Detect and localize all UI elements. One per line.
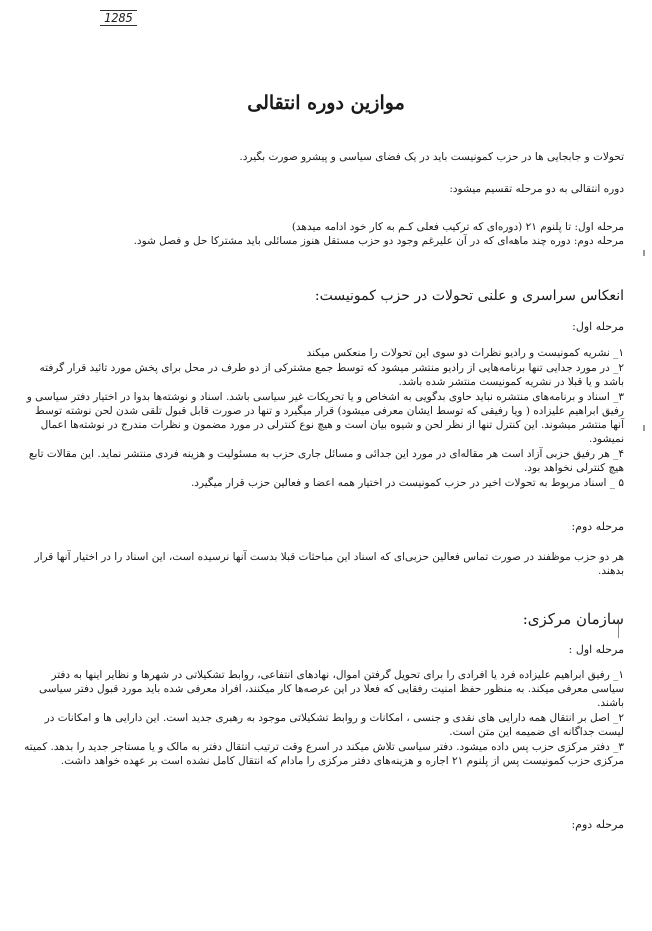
phases-intro-text: دوره انتقالی به دو مرحله تقسیم میشود: <box>449 183 624 195</box>
phases-intro <box>24 182 624 196</box>
list-item: ۵ _ اسناد مربوط به تحولات اخیر در حزب کمونیست در اختیار همه اعضا و فعالین حزب قرار میگیرد. <box>190 477 624 489</box>
edge-mark <box>643 250 645 256</box>
section-heading-broadcast: انعکاس سراسری و علنی تحولات در حزب کمونیست: <box>314 288 624 304</box>
page-number: 1285 <box>100 10 137 26</box>
list-item: ۳_ دفتر مرکزی حزب پس داده میشود. دفتر سیاسی تلاش میکند در اسرع وقت ترتیب انتقال دفتر به مالک و یا مستاجر جدید را بدهد. کمیته مرکزی حزب کمونیست پس از پلنوم ۲۱ اجاره و هزینه‌های دفتر مرکزی را مادام که انتقال کامل نشده است بر عهده خواهد داشت. <box>24 741 624 767</box>
edge-mark <box>643 425 645 431</box>
section1-stage2-text <box>24 550 624 578</box>
document-title: موازین دوره انتقالی <box>247 92 405 114</box>
margin-mark <box>618 622 621 638</box>
list-item: ۴_ هر رفیق حزبی آزاد است هر مقاله‌ای در مورد این جدائی و مسائل جاری حزب به مسئولیت و هزینه فردی منتشر نماید. این مقالات تابع هیچ کنترلی نخواهد بود. <box>28 448 624 474</box>
list-item: ۱_ رفیق ابراهیم علیزاده فرد یا افرادی را برای تحویل گرفتن اموال، نهادهای انتفاعی، روابط تشکیلاتی در شهرها و نظایر اینها به دفتر سیاسی معرفی میکند. به منظور حفظ امنیت رفقایی که فعلا در این عرصه‌ها کار میکنند، افراد معرفی شده باید مورد قبول دفتر سیاسی باشند. <box>38 669 624 709</box>
phase-two-text: مرحله دوم: دوره چند ماهه‌ای که در آن علیرغم وجود دو حزب مستقل هنوز مسائلی باید مشترکا حل و فصل شود. <box>133 235 624 247</box>
section2-items <box>24 668 624 769</box>
stage2-paragraph: هر دو حزب موظفند در صورت تماس فعالین حزبی‌ای که اسناد این مباحثات قبلا بدست آنها نرسیده است، این اسناد را در اختیار آنها قرار بدهند. <box>34 551 624 577</box>
intro-paragraph <box>24 150 624 164</box>
section1-stage1-label: مرحله اول: <box>572 320 624 333</box>
section1-stage2-label: مرحله دوم: <box>571 520 624 533</box>
section2-stage2-label: مرحله دوم: <box>571 818 624 831</box>
intro-text: تحولات و جابجایی ها در حزب کمونیست باید در یک فضای سیاسی و پیشرو صورت بگیرد. <box>239 151 624 163</box>
section2-stage1-label: مرحله اول : <box>568 643 624 656</box>
section1-items <box>24 346 624 491</box>
phases-list <box>24 220 624 248</box>
list-item: ۲_ در مورد جدایی تنها برنامه‌هایی از رادیو منتشر میشود که توسط جمع مشترکی از دو طرف در محل برای پخش مورد تائید قرار گرفته باشد و یا قبلا در نشریه کمونیست منتشر شده باشد. <box>39 362 624 388</box>
list-item: ۲_ اصل بر انتقال همه دارایی های نقدی و جنسی ، امکانات و روابط تشکیلاتی موجود به رهبری جدید است. این دارایی ها و امکانات در لیست جداگانه ای ضمیمه این متن است. <box>44 712 624 738</box>
list-item: ۱_ نشریه کمونیست و رادیو نظرات دو سوی این تحولات را منعکس میکند <box>306 347 624 359</box>
list-item: ۳_ اسناد و برنامه‌های منتشره نباید حاوی بدگویی به اشخاص و یا تحریکات غیر سیاسی باشد. اسناد و نوشته‌ها بدوا در اختیار دفتر سیاسی و رفیق ابراهیم علیزاده ( ویا رفیقی که توسط ایشان معرفی میشود) قرار میگیرد و تنها در صورت قابل قبول تلقی شدن لحن نوشته توسط آنها منتشر میشوند. این کنترل تنها از نظر لحن و شیوه بیان است و هیچ نوع کنترلی در مورد مضمون و نظرات مندرج در نوشته‌ها اعمال نمیشود. <box>26 391 624 445</box>
phase-one-text: مرحله اول: تا پلنوم ۲۱ (دوره‌ای که ترکیب فعلی کـم به کار خود ادامه میدهد) <box>291 221 624 233</box>
section-heading-central-org: سازمان مرکزی: <box>522 610 624 628</box>
